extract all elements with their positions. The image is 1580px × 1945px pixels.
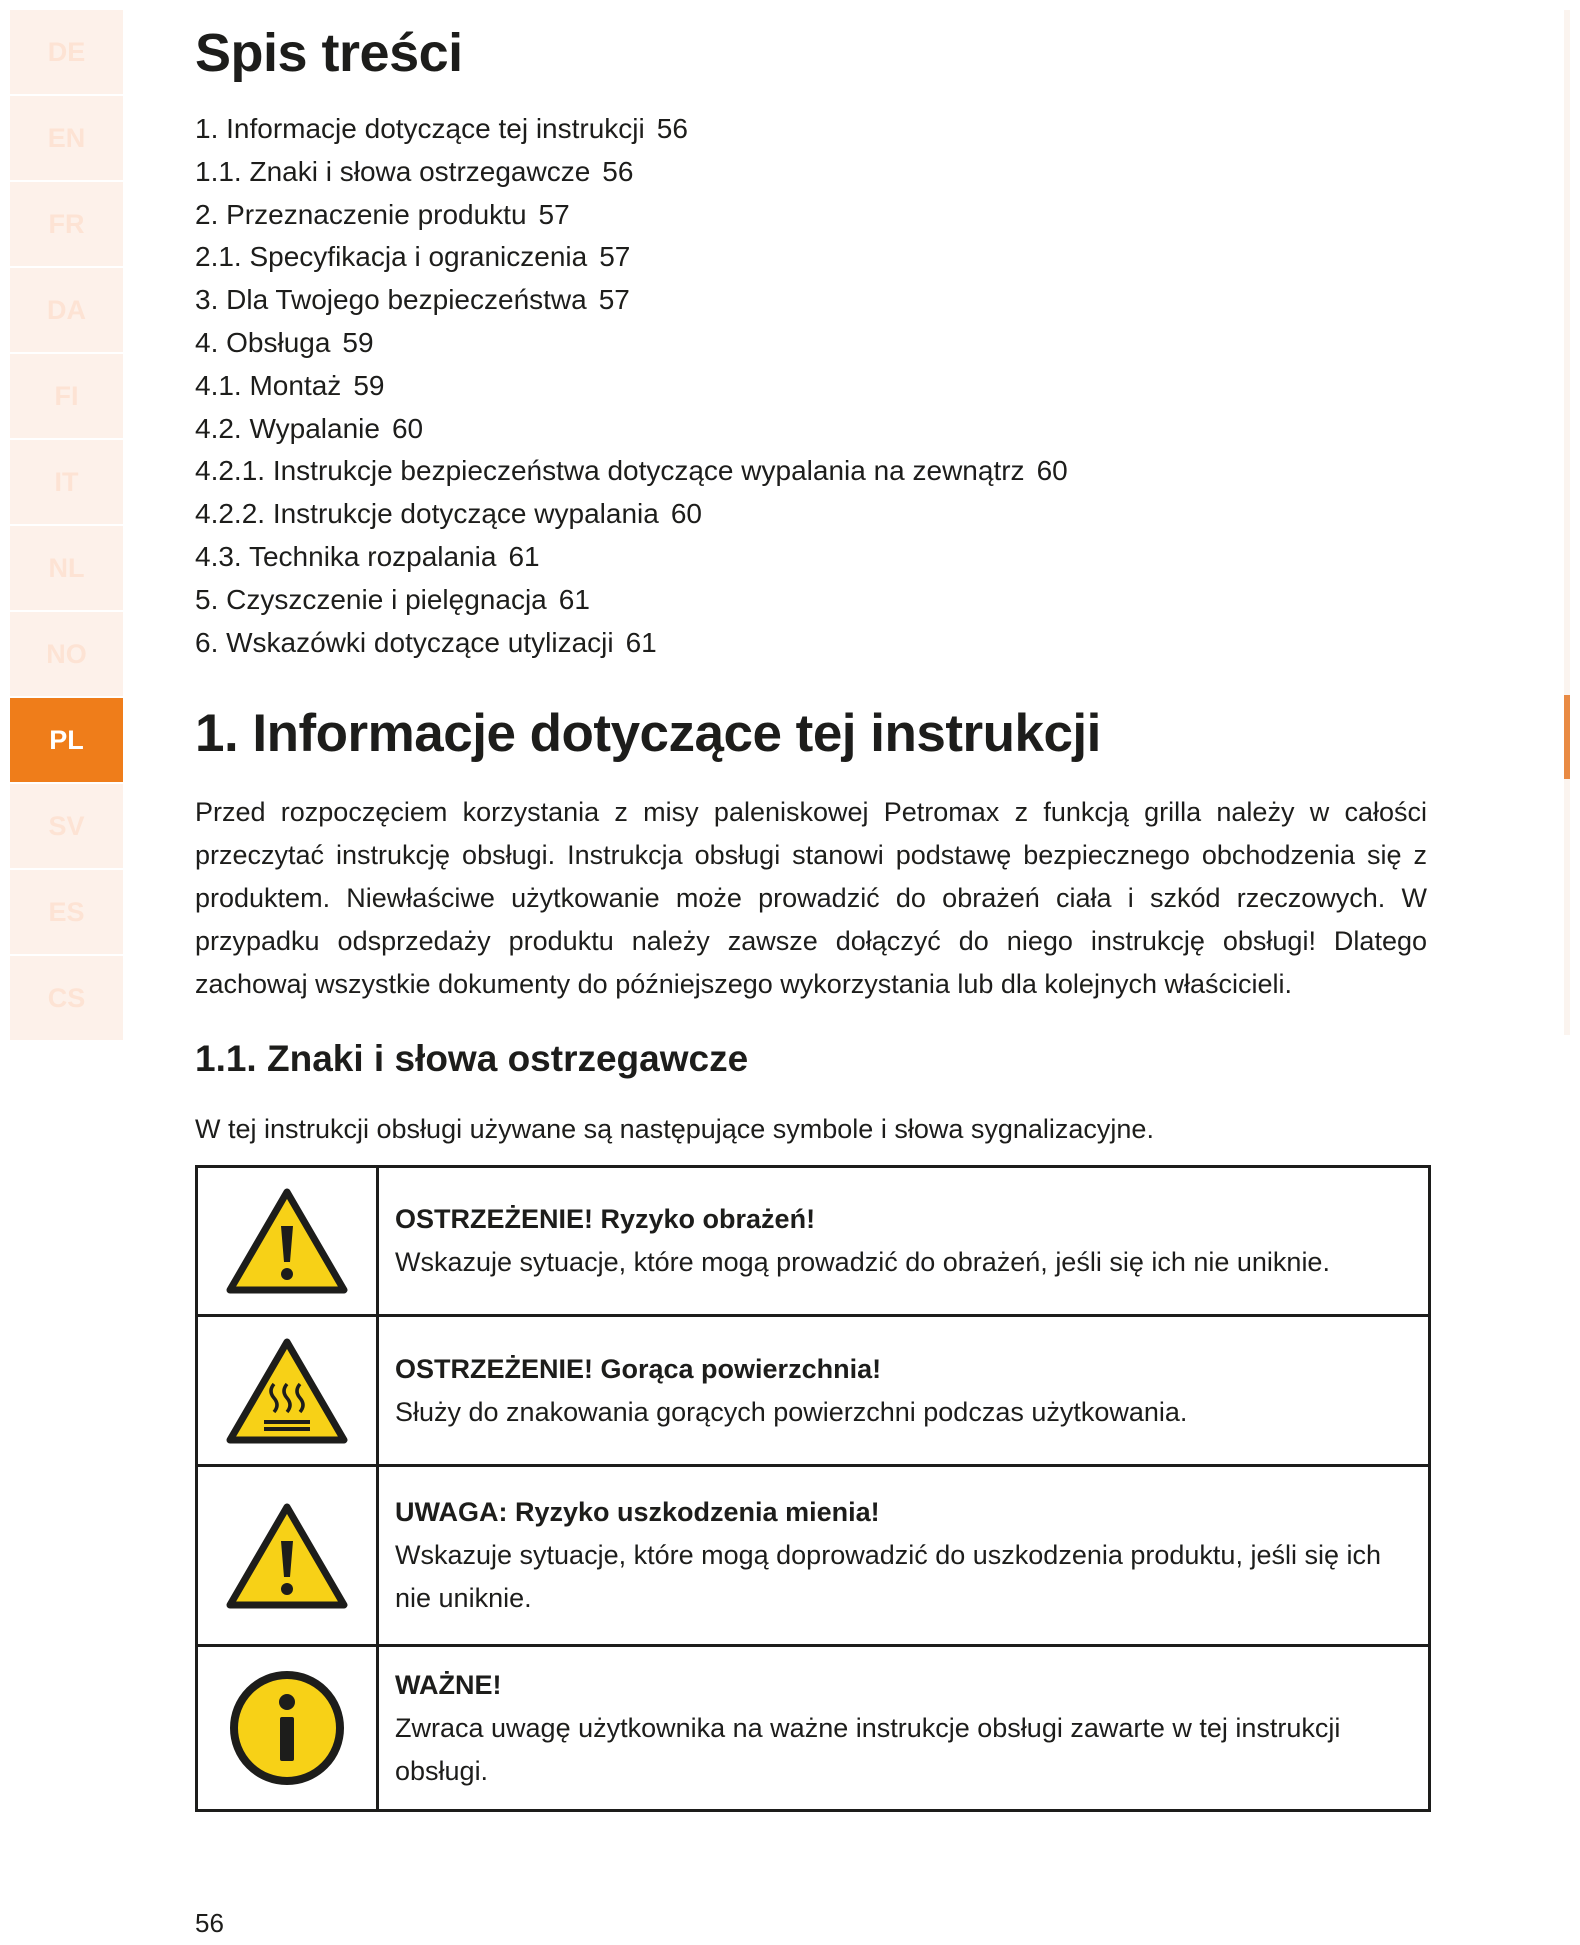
table-row xyxy=(197,1466,1430,1646)
toc-entry-page: 57 xyxy=(598,284,630,316)
toc-entry-label: 4.2. Wypalanie xyxy=(195,412,380,444)
signal-text-cell xyxy=(378,1646,1430,1811)
toc-entry-label: 3. Dla Twojego bezpieczeństwa xyxy=(195,284,587,316)
icon-cell xyxy=(197,1167,378,1316)
toc-entry-page: 57 xyxy=(599,241,631,273)
toc-entry-page: 61 xyxy=(625,626,657,658)
section-1-body: Przed rozpoczęciem korzystania z misy paleniskowej Petromax z funkcją grilla należy w całości przeczytać instrukcję obsługi. Instrukcja obsługi stanowi podstawę bezpiecznego obchodzenia się z produktem. Niewłaściwe użytkowanie może prowadzić do obrażeń ciała i szkód rzeczowych. W przypadku odsprzedaży produktu należy zawsze dołączyć do niego instrukcję obsługi! Dlatego zachowaj wszystkie dokumenty do późniejszego wykorzystania lub dla kolejnych właścicieli. xyxy=(195,797,1427,999)
toc-entry[interactable] xyxy=(195,322,1068,365)
signal-word: OSTRZEŻENIE! Gorąca powierzchnia! xyxy=(395,1353,882,1384)
toc-entry-label: 2.1. Specyfikacja i ograniczenia xyxy=(195,241,588,273)
toc-entry[interactable] xyxy=(195,194,1068,237)
signal-description: Służy do znakowania gorących powierzchni podczas użytkowania. xyxy=(395,1396,1188,1427)
lang-tab-cs[interactable]: CS xyxy=(10,956,123,1040)
toc-entry-label: 2. Przeznaczenie produktu xyxy=(195,198,527,230)
signal-description: Zwraca uwagę użytkownika na ważne instrukcje obsługi zawarte w tej instrukcji obsługi. xyxy=(395,1712,1341,1786)
warning-triangle-icon xyxy=(226,1188,348,1294)
toc-entry[interactable] xyxy=(195,279,1068,322)
toc-entry-page: 60 xyxy=(670,498,702,530)
toc-entry[interactable] xyxy=(195,108,1068,151)
toc-entry[interactable] xyxy=(195,450,1068,493)
toc-entry-label: 5. Czyszczenie i pielęgnacja xyxy=(195,583,547,615)
signal-text-cell xyxy=(378,1466,1430,1646)
lang-tab-it[interactable]: IT xyxy=(10,440,123,524)
signal-word: WAŻNE! xyxy=(395,1669,502,1700)
toc-entry[interactable] xyxy=(195,365,1068,408)
toc-entry[interactable] xyxy=(195,151,1068,194)
toc-entry-page: 60 xyxy=(391,412,424,444)
toc-entry-label: 4.1. Montaż xyxy=(195,369,342,401)
right-edge-marker xyxy=(1564,695,1570,779)
signal-words-table xyxy=(195,1165,1431,1812)
toc-entry-label: 4.2.2. Instrukcje dotyczące wypalania xyxy=(195,498,659,530)
icon-cell xyxy=(197,1466,378,1646)
lang-tab-de[interactable]: DE xyxy=(10,10,123,94)
lang-tab-fi[interactable]: FI xyxy=(10,354,123,438)
toc-entry-label: 1. Informacje dotyczące tej instrukcji xyxy=(195,113,645,144)
lang-tab-es[interactable]: ES xyxy=(10,870,123,954)
lang-tab-pl[interactable]: PL xyxy=(10,698,123,782)
toc-entry-label: 4.3. Technika rozpalania xyxy=(195,540,497,572)
right-edge-strip xyxy=(1564,10,1570,1035)
lang-tab-fr[interactable]: FR xyxy=(10,182,123,266)
info-icon xyxy=(228,1669,346,1787)
table-of-contents xyxy=(195,108,1068,664)
toc-entry-page: 60 xyxy=(1036,455,1068,487)
section-1-heading: 1. Informacje dotyczące tej instrukcji xyxy=(195,704,1101,763)
signal-description: Wskazuje sytuacje, które mogą prowadzić do obrażeń, jeśli się ich nie uniknie. xyxy=(395,1247,1330,1277)
hot-surface-icon xyxy=(226,1338,348,1444)
toc-entry-page: 61 xyxy=(558,583,590,615)
toc-entry-page: 61 xyxy=(508,540,540,572)
section-1-1-heading: 1.1. Znaki i słowa ostrzegawcze xyxy=(195,1038,749,1079)
toc-entry[interactable] xyxy=(195,408,1068,451)
toc-entry-label: 6. Wskazówki dotyczące utylizacji xyxy=(195,626,614,658)
lang-tab-da[interactable]: DA xyxy=(10,268,123,352)
lang-tab-en[interactable]: EN xyxy=(10,96,123,180)
toc-entry-page: 59 xyxy=(353,369,385,401)
toc-entry-label: 4.2.1. Instrukcje bezpieczeństwa dotyczące wypalania na zewnątrz xyxy=(195,455,1025,487)
lang-tab-no[interactable]: NO xyxy=(10,612,123,696)
warning-triangle-icon xyxy=(226,1503,348,1609)
table-row xyxy=(197,1646,1430,1811)
page-number: 56 xyxy=(195,1908,224,1938)
toc-entry-page: 56 xyxy=(602,155,634,187)
signal-text-cell xyxy=(378,1167,1430,1316)
toc-entry[interactable] xyxy=(195,493,1068,536)
toc-entry-label: 1.1. Znaki i słowa ostrzegawcze xyxy=(195,155,591,187)
signal-word: OSTRZEŻENIE! Ryzyko obrażeń! xyxy=(395,1204,816,1234)
lang-tab-nl[interactable]: NL xyxy=(10,526,123,610)
toc-entry-page: 57 xyxy=(538,198,570,230)
toc-entry-label: 4. Obsługa xyxy=(195,326,331,358)
section-1-1-lead: W tej instrukcji obsługi używane są następujące symbole i słowa sygnalizacyjne. xyxy=(195,1114,1154,1144)
toc-entry[interactable] xyxy=(195,579,1068,622)
toc-entry[interactable] xyxy=(195,536,1068,579)
icon-cell xyxy=(197,1646,378,1811)
table-row xyxy=(197,1316,1430,1466)
icon-cell xyxy=(197,1316,378,1466)
signal-word: UWAGA: Ryzyko uszkodzenia mienia! xyxy=(395,1497,880,1527)
table-row xyxy=(197,1167,1430,1316)
lang-tab-sv[interactable]: SV xyxy=(10,784,123,868)
toc-entry-page: 56 xyxy=(656,113,688,144)
signal-description: Wskazuje sytuacje, które mogą doprowadzić do uszkodzenia produktu, jeśli się ich nie uniknie. xyxy=(395,1540,1381,1613)
signal-text-cell xyxy=(378,1316,1430,1466)
toc-entry[interactable] xyxy=(195,236,1068,279)
toc-entry-page: 59 xyxy=(342,326,374,358)
language-tabs xyxy=(10,10,123,1042)
toc-title: Spis treści xyxy=(195,23,463,83)
toc-entry[interactable] xyxy=(195,622,1068,665)
